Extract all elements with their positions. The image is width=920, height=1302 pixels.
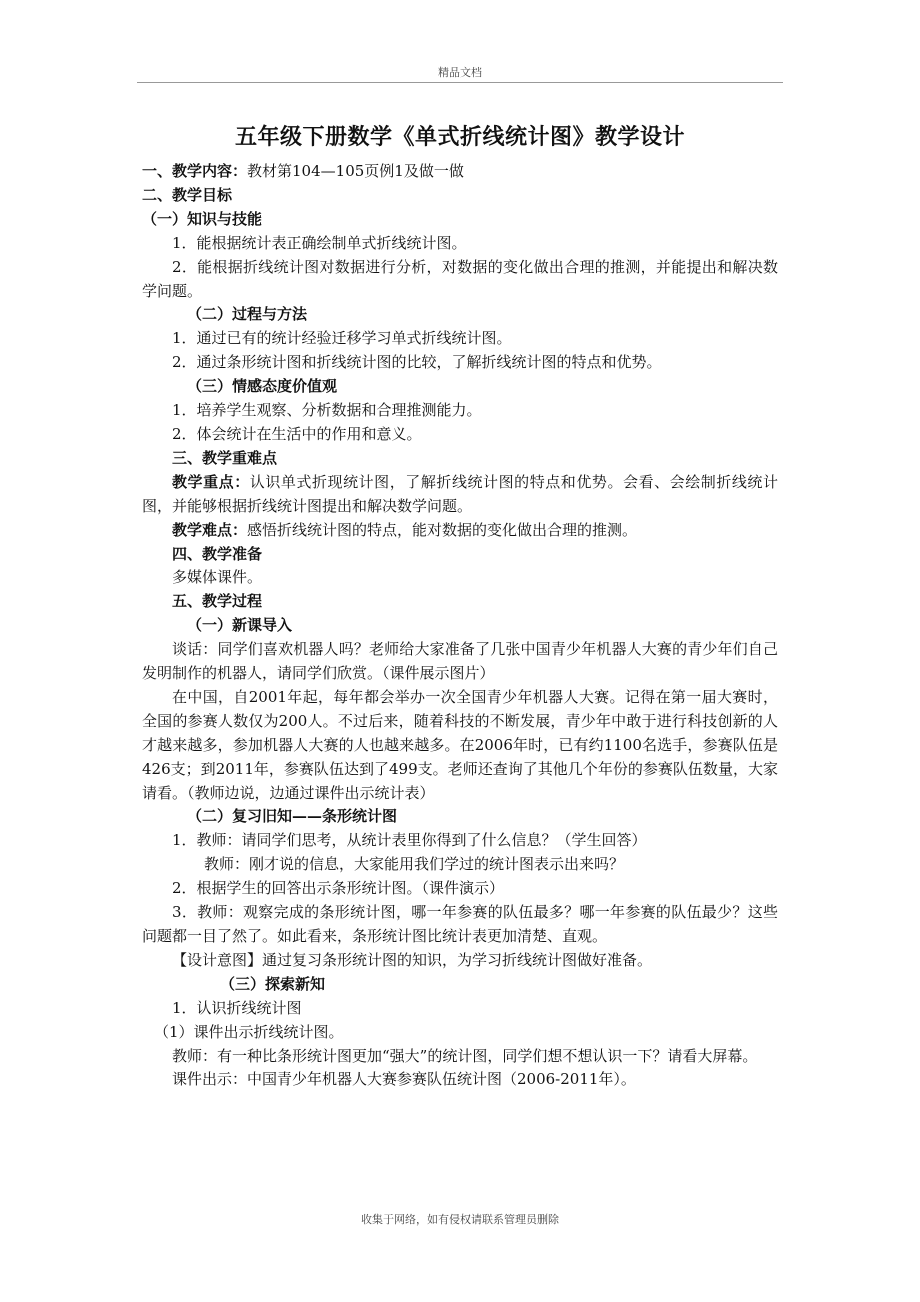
goal2-heading: （二）过程与方法	[187, 305, 308, 324]
design-intent	[142, 949, 778, 973]
process3-heading: （三）探索新知	[220, 974, 326, 993]
goal1-item2: 2．能根据折线统计图对数据进行分析，对数据的变化做出合理的推测，并能提出和解决数学问题。	[142, 257, 778, 300]
goal3-item2: 2．体会统计在生活中的作用和意义。	[172, 424, 422, 443]
goal2-item2: 2．通过条形统计图和折线统计图的比较，了解折线统计图的特点和优势。	[172, 353, 662, 372]
goal3-heading: （三）情感态度价值观	[187, 377, 338, 396]
section-goals-heading: 二、教学目标	[142, 185, 233, 204]
section-content-text: 教材第104—105页例1及做一做	[247, 162, 464, 180]
header-divider	[137, 82, 783, 83]
section-content-label: 一、教学内容：	[142, 162, 248, 180]
design-intent-text: 通过复习条形统计图的知识，为学习折线统计图做好准备。	[262, 950, 653, 969]
key-point-text: 认识单式折现统计图，了解折线统计图的特点和优势。会看、会绘制折线统计图，并能够根据折线统计图提出和解决数学问题。	[142, 472, 778, 515]
process3-item1a: （1）课件出示折线统计图。	[154, 1022, 344, 1041]
difficult-point-paragraph	[142, 519, 778, 543]
process2-item1: 1．教师：请同学们思考，从统计表里你得到了什么信息？（学生回答）	[172, 831, 647, 850]
key-point-paragraph	[142, 471, 778, 519]
process2-heading: （二）复习旧知——条形统计图	[187, 807, 398, 826]
section-content	[142, 160, 778, 184]
difficult-point-label: 教学难点：	[172, 520, 248, 539]
page-footer: 收集于网络，如有侵权请联系管理员删除	[361, 1213, 559, 1226]
design-intent-label: 【设计意图】	[172, 950, 263, 969]
difficult-point-text: 感悟折线统计图的特点，能对数据的变化做出合理的推测。	[247, 520, 638, 539]
goal2-item1: 1．通过已有的统计经验迁移学习单式折线统计图。	[172, 329, 512, 348]
process2-item2: 2．根据学生的回答出示条形统计图。（课件演示）	[172, 879, 505, 898]
process2-item3: 3．教师：观察完成的条形统计图，哪一年参赛的队伍最多？哪一年参赛的队伍最少？这些问题都一目了然了。如此看来，条形统计图比统计表更加清楚、直观。	[142, 903, 778, 945]
goal1-item1: 1．能根据统计表正确绘制单式折线统计图。	[172, 233, 467, 252]
process1-para2: 在中国，自2001年起，每年都会举办一次全国青少年机器人大赛。记得在第一届大赛时，全国的参赛人数仅为200人。不过后来，随着科技的不断发展，青少年中敢于进行科技创新的人才越来越多，参加机器人大赛的人也越来越多。在2006年时，已有约1100名选手，参赛队伍是426支；到2011年，参赛队伍达到了499支。老师还查询了其他几个年份的参赛队伍数量，大家请看。（教师边说，边通过课件出示统计表）	[142, 687, 778, 802]
document-title: 五年级下册数学《单式折线统计图》教学设计	[234, 124, 685, 150]
section-preparation-heading: 四、教学准备	[172, 544, 263, 563]
preparation-text: 多媒体课件。	[172, 568, 263, 587]
process1-para1: 谈话：同学们喜欢机器人吗？老师给大家准备了几张中国青少年机器人大赛的青少年们自己发明制作的机器人，请同学们欣赏。（课件展示图片）	[142, 640, 778, 683]
process1-heading: （一）新课导入	[187, 616, 293, 635]
section-keypoints-heading: 三、教学重难点	[172, 448, 278, 467]
process3-para1: 教师：有一种比条形统计图更加“强大”的统计图，同学们想不想认识一下？请看大屏幕。	[172, 1046, 758, 1065]
process3-para2: 课件出示：中国青少年机器人大赛参赛队伍统计图（2006-2011年）。	[172, 1070, 636, 1089]
process3-item1: 1．认识折线统计图	[172, 998, 302, 1017]
page-header: 精品文档	[438, 66, 482, 79]
goal3-item1: 1．培养学生观察、分析数据和合理推测能力。	[172, 401, 482, 420]
process2-item1b: 教师：刚才说的信息，大家能用我们学过的统计图表示出来吗？	[204, 855, 625, 874]
document-body	[142, 160, 778, 1092]
section-process-heading: 五、教学过程	[172, 592, 263, 611]
key-point-label: 教学重点：	[172, 472, 250, 491]
goal1-heading: （一）知识与技能	[142, 209, 263, 228]
